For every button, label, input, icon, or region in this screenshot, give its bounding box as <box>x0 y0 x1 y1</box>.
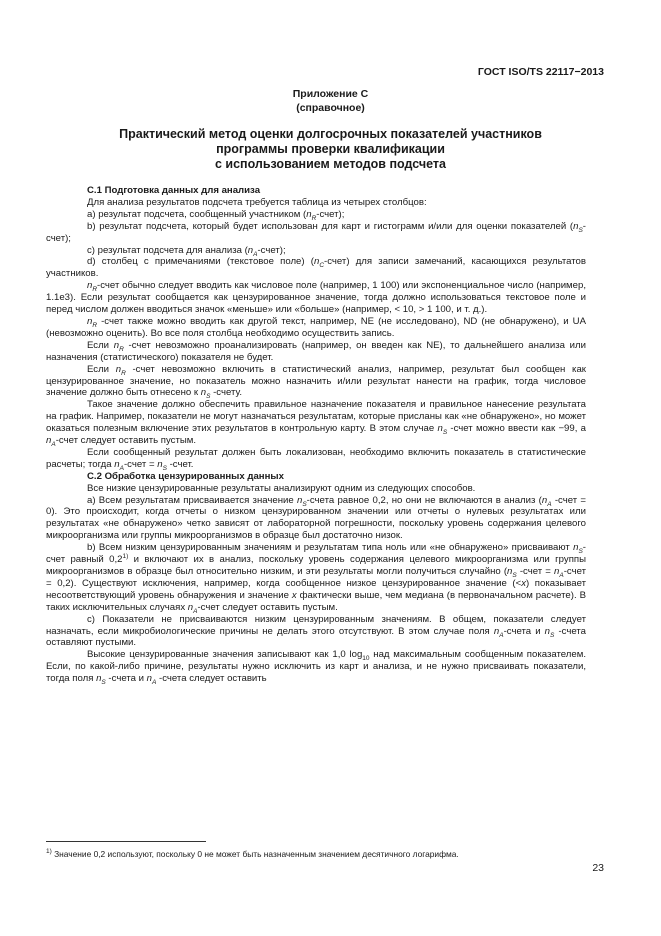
paragraph: Если $n_R$ -счет невозможно включить в статистический анализ, например, результат был сообщен как цензурированное значение, но показатель можно назначить и/или результат нанести на график, тогда числовое значение должно быть отнесено к $n_S$ -счету. <box>46 363 586 401</box>
footnote-text: Значение 0,2 используют, поскольку 0 не может быть назначенным значением десятичного логарифма. <box>54 849 459 859</box>
footnote-marker: 1) <box>46 848 52 856</box>
paragraph: Высокие цензурированные значения записывают как 1,0 $\log_{10}$ над максимальным сообщенным показателем. Если, по какой-либо причине, результаты нужно исключить из карт и анализа, и не нужно присваивать показатели, тогда поля $n_S$ -счета и $n_A$ -счета следует оставить <box>46 649 586 687</box>
document-body <box>46 185 586 685</box>
paragraph: а) результат подсчета, сообщенный участником $(n_R-счет)$; <box>87 208 345 222</box>
footnote-divider <box>46 841 206 842</box>
paragraph: Такое значение должно обеспечить правильное назначение показателя и правильное нанесение результата на график. Например, показатели не могут назначаться результатам, которые присланы как «не обнаружено», но может оказаться полезным включение этих результатов в контрольную карту. В этом случае $n_S$ -счет можно ввести как −99, а $n_A$-счет следует оставить пустым. <box>46 399 586 448</box>
paragraph: а) Всем результатам присваивается значение $n_S$-счета равное 0,2, но они не включаются в анализ ($n_A$ -счет = 0). Это происходит, когда отчеты о низком цензурированном значении или отчеты о нулевых результатах или результатах «не обнаружено» четко зависят от лабораторной погрешности, поскольку уровень содержания целевого микроорганизма или группы микроорганизмов в образце был достаточно низок. <box>46 494 586 542</box>
paragraph: b) Всем низким цензурированным значениям и результатам типа ноль или «не обнаружено» присваивают $n_S$-счет равный 0,2$^{1)}$ и включают их в анализ, поскольку уровень содержания целевого микроорганизма или группы микроорганизмов в образце был относительно низким, и эти результаты могли получиться случайно ($n_S$ -счет = $n_A$-счет = 0,2). Существуют исключения, например, когда сообщенное низкое цензурированное значение (<x) показывает несоответствующий уровень обнаружения и значение x фактически выше, чем медиана (в первоначальном расчете). В таких исключительных случаях $n_A$-счет следует оставить пустым. <box>46 542 586 615</box>
page-number: 23 <box>592 862 604 874</box>
title-line-2: программы проверки квалификации <box>216 142 445 156</box>
section-heading-c1: С.1 Подготовка данных для анализа <box>87 185 261 196</box>
paragraph: d) столбец с примечаниями (текстовое поле) $(n_C-счет)$ для записи замечаний, касающихся результатов участников. <box>46 256 586 280</box>
paragraph: с) результат подсчета для анализа $(n_A-счет)$; <box>87 244 286 258</box>
paragraph: Если сообщенный результат должен быть локализован, необходимо включить показатель в статистические расчеты; тогда $n_A$-счет = $n_S$ -счет. <box>46 446 586 472</box>
annex-label: Приложение С <box>292 88 369 100</box>
annex-kind: (справочное) <box>296 101 365 114</box>
paragraph: Если $n_R$ -счет невозможно проанализировать (например, он введен как NE), то дальнейшего анализа или назначения (статистического) показателя не будет. <box>46 339 586 363</box>
paragraph: с) Показатели не присваиваются низким цензурированным значениям. В общем, показатели следует назначать, если микробиологические причины не делать этого отсутствуют. В этом случае поля $n_A$-счета и $n_S$ -счета оставляют пустыми. <box>46 613 586 649</box>
title-line-1: Практический метод оценки долгосрочных показателей участников <box>119 127 542 141</box>
standard-code: ГОСТ ISO/TS 22117−2013 <box>477 66 604 78</box>
paragraph: b) результат подсчета, который будет использован для карт и гистограмм и/или для оценки показателей $(n_S-счет)$; <box>46 220 586 244</box>
title-line-3: с использованием методов подсчета <box>214 157 447 171</box>
paragraph: $n_R$ -счет также можно вводить как другой текст, например, NE (не исследовано), ND (не обнаружено), и UA (невозможно оценить). Во все поля столбца необходимо осуществить запись. <box>46 315 586 339</box>
paragraph: Для анализа результатов подсчета требуется таблица из четырех столбцов: <box>87 196 427 208</box>
paragraph: $n_R$-счет обычно следует вводить как числовое поле (например, 1 100) или экспоненциальное число (например, 1.1е3). Если результат сообщается как цензурированное значение, тогда должно использоваться текстовое поле и перед числом должен вводиться значок «меньше» или «больше» (например, < 10, > 1 100, и т. д.). <box>46 280 586 316</box>
document-title <box>0 127 661 172</box>
footnote <box>46 849 606 859</box>
paragraph: Все низкие цензурированные результаты анализируют одним из следующих способов. <box>87 482 476 494</box>
section-heading-c2: С.2 Обработка цензурированных данных <box>87 470 284 482</box>
annex-heading <box>0 88 661 115</box>
